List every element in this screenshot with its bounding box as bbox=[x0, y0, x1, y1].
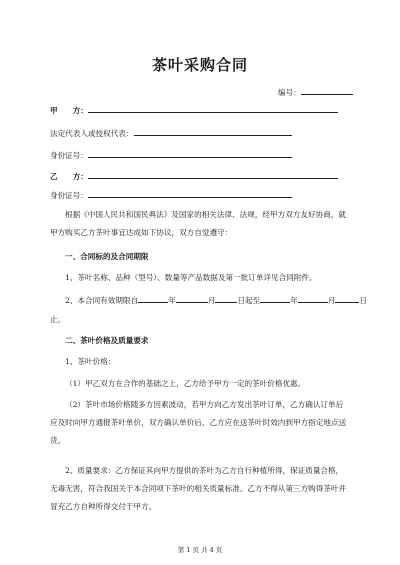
end-year-blank[interactable] bbox=[260, 294, 290, 303]
party-a-blank[interactable] bbox=[88, 104, 338, 113]
id-row-2 bbox=[50, 189, 292, 201]
section2-title: 二、茶叶价格及质量要求 bbox=[65, 336, 149, 345]
party-b-row bbox=[50, 170, 338, 182]
page-title: 茶叶采购合同 bbox=[151, 56, 248, 74]
intro-paragraph: 根据《中国人民共和国民典法》及国家的相关法律、法规，经甲方双方友好协商，就甲方购买乙方茶叶事宜达成如下协议，双方自觉遵守： bbox=[50, 210, 346, 237]
start-month-blank[interactable] bbox=[176, 294, 208, 303]
day-to-label: 日起至 bbox=[237, 296, 261, 305]
number-blank[interactable] bbox=[301, 86, 353, 95]
end-month-blank[interactable] bbox=[298, 294, 328, 303]
id-blank-1[interactable] bbox=[88, 149, 292, 158]
party-b-label: 乙 方： bbox=[50, 172, 88, 181]
s2-item1-a: （1）甲乙双方在合作的基础之上，乙方给予甲方一定的茶叶价格优惠。 bbox=[65, 379, 306, 388]
start-day-blank[interactable] bbox=[215, 294, 237, 303]
s1-item2 bbox=[65, 294, 367, 306]
id-blank-2[interactable] bbox=[88, 189, 292, 198]
section1-title: 一、合同标的及合同期限 bbox=[65, 252, 149, 261]
start-year-blank[interactable] bbox=[138, 294, 168, 303]
legal-rep-blank[interactable] bbox=[134, 127, 292, 136]
party-b-blank[interactable] bbox=[88, 170, 338, 179]
year-label-2: 年 bbox=[290, 296, 298, 305]
s1-item2-end: 止。 bbox=[50, 315, 66, 324]
contract-number bbox=[278, 86, 353, 98]
id-label-1: 身份证号： bbox=[50, 151, 88, 160]
s2-item1-b: （2）茶叶市场价格随多方因素波动，若甲方向乙方发出茶叶订单，乙方确认订单后应及时向甲方通报茶叶单价，双方确认单价后，乙方应在送茶叶时效内到甲方指定地点送货。 bbox=[50, 400, 347, 445]
number-label: 编号： bbox=[278, 88, 301, 97]
s2-item1: 1、茶叶价格： bbox=[65, 357, 116, 366]
month-label-2: 月 bbox=[327, 296, 336, 305]
s1-item2-text: 2、本合同有效期限自 bbox=[65, 296, 139, 305]
id-row-1 bbox=[50, 149, 292, 161]
legal-rep-label: 法定代表人或授权代表： bbox=[50, 129, 134, 138]
month-label: 月 bbox=[207, 296, 216, 305]
party-a-row bbox=[50, 104, 338, 116]
end-day-blank[interactable] bbox=[335, 294, 359, 303]
day-label: 日 bbox=[359, 296, 367, 305]
s1-item1: 1、茶叶名称、品种（型号）、数量等产品数据及第一批订单详见合同附件。 bbox=[65, 273, 317, 282]
s2-item2: 2、质量要求：乙方保证其向甲方提供的茶叶为乙方自行种植所得，保证质量合格，无毒无害，符合我国关于本合同项下茶叶的相关质量标准。乙方不得从第三方购得茶叶并冒充乙方自种所得交付于甲方。 bbox=[50, 466, 347, 511]
party-a-label: 甲 方： bbox=[50, 106, 88, 115]
legal-rep-row bbox=[50, 127, 292, 139]
page-footer: 第 1 页 共 4 页 bbox=[177, 546, 223, 554]
id-label-2: 身份证号： bbox=[50, 191, 88, 200]
year-label: 年 bbox=[168, 296, 176, 305]
